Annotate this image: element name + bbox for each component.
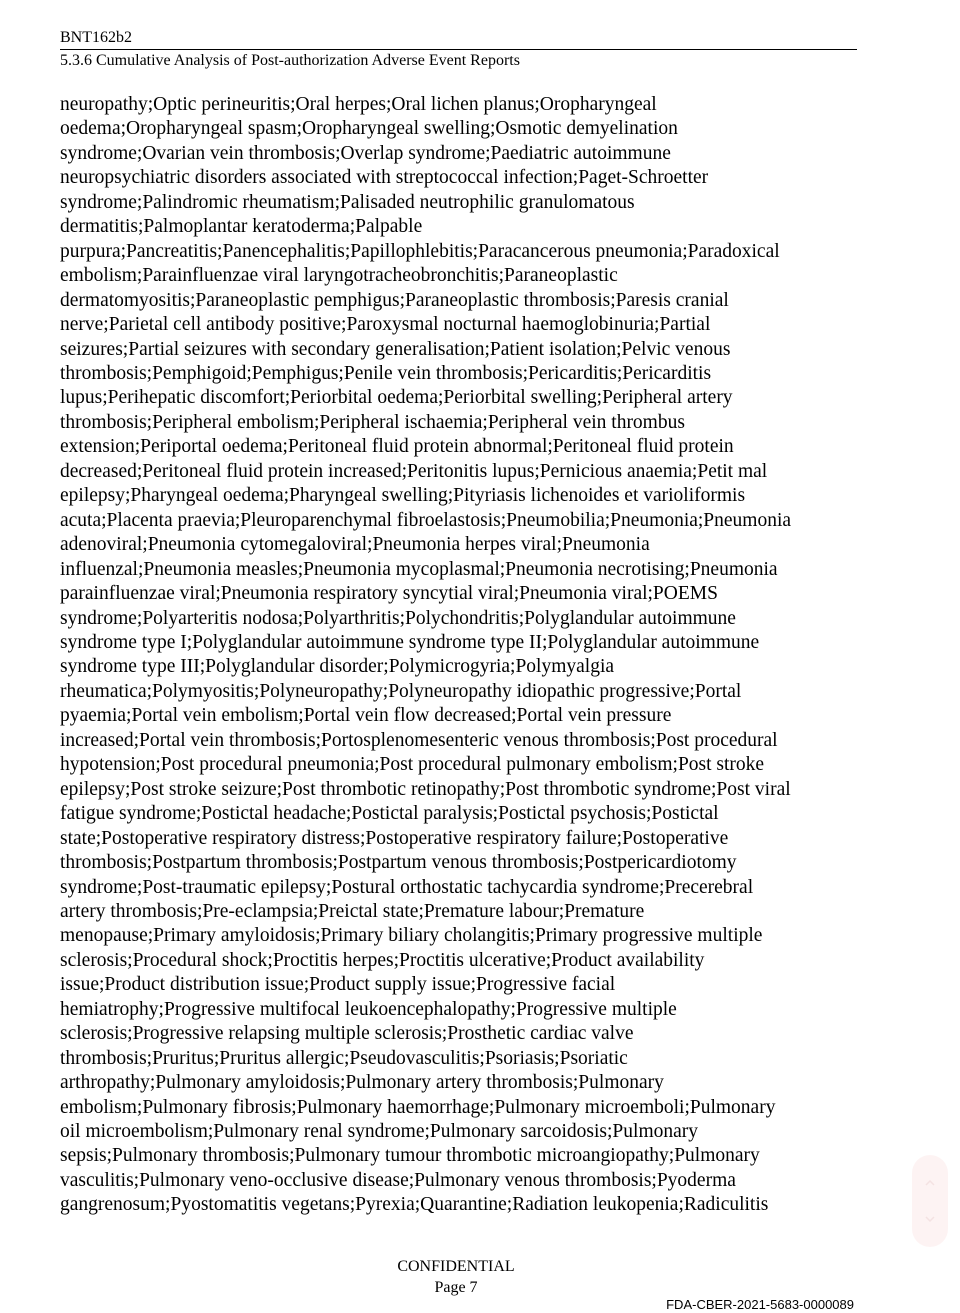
body-text-line: dermatomyositis;Paraneoplastic pemphigus;Paraneoplastic thrombosis;Paresis cranial — [60, 289, 729, 311]
document-product-name: BNT162b2 — [60, 29, 132, 46]
body-text-line: arthropathy;Pulmonary amyloidosis;Pulmonary artery thrombosis;Pulmonary — [60, 1072, 664, 1094]
body-text-line: embolism;Pulmonary fibrosis;Pulmonary haemorrhage;Pulmonary microemboli;Pulmonary — [60, 1096, 776, 1118]
body-text-line: thrombosis;Postpartum thrombosis;Postpartum venous thrombosis;Postpericardiotomy — [60, 852, 737, 874]
body-text-line: syndrome type I;Polyglandular autoimmune syndrome type II;Polyglandular autoimmune — [60, 631, 760, 653]
chevron-up-icon[interactable] — [924, 1177, 936, 1189]
body-text-line: decreased;Peritoneal fluid protein increased;Peritonitis lupus;Pernicious anaemia;Petit mal — [60, 460, 768, 482]
body-text-line: issue;Product distribution issue;Product supply issue;Progressive facial — [60, 974, 616, 996]
body-text-line: thrombosis;Peripheral embolism;Peripheral ischaemia;Peripheral vein thrombus — [60, 411, 685, 433]
body-text-line: extension;Periportal oedema;Peritoneal fluid protein abnormal;Peritoneal fluid protein — [60, 436, 734, 458]
body-text-line: hemiatrophy;Progressive multifocal leukoencephalopathy;Progressive multiple — [60, 998, 677, 1020]
body-text-line: epilepsy;Pharyngeal oedema;Pharyngeal swelling;Pityriasis lichenoides et varioliformis — [60, 485, 746, 507]
body-text-line: menopause;Primary amyloidosis;Primary biliary cholangitis;Primary progressive multiple — [60, 925, 763, 947]
body-text-line: acuta;Placenta praevia;Pleuroparenchymal fibroelastosis;Pneumobilia;Pneumonia;Pneumonia — [60, 509, 792, 531]
body-text-line: sepsis;Pulmonary thrombosis;Pulmonary tumour thrombotic microangiopathy;Pulmonary — [60, 1145, 760, 1167]
document-body — [60, 93, 860, 1218]
document-section-title: 5.3.6 Cumulative Analysis of Post-authorization Adverse Event Reports — [60, 52, 520, 69]
header-divider — [60, 49, 857, 50]
body-text-line: fatigue syndrome;Postictal headache;Postictal paralysis;Postictal psychosis;Postictal — [60, 803, 719, 825]
body-text-line: epilepsy;Post stroke seizure;Post thrombotic retinopathy;Post thrombotic syndrome;Post viral — [60, 778, 791, 800]
body-text-line: seizures;Partial seizures with secondary generalisation;Patient isolation;Pelvic venous — [60, 338, 731, 360]
body-text-line: neuropathy;Optic perineuritis;Oral herpes;Oral lichen planus;Oropharyngeal — [60, 94, 657, 115]
body-text-line: influenzal;Pneumonia measles;Pneumonia mycoplasmal;Pneumonia necrotising;Pneumonia — [60, 558, 778, 580]
document-id: FDA-CBER-2021-5683-0000089 — [666, 1297, 854, 1312]
body-text-line: thrombosis;Pemphigoid;Pemphigus;Penile vein thrombosis;Pericarditis;Pericarditis — [60, 362, 712, 384]
body-text-line: sclerosis;Progressive relapsing multiple sclerosis;Prosthetic cardiac valve — [60, 1023, 634, 1045]
page-number: Page 7 — [434, 1279, 478, 1296]
body-text-line: purpura;Pancreatitis;Panencephalitis;Papillophlebitis;Paracancerous pneumonia;Paradoxical — [60, 240, 780, 262]
body-text-line: sclerosis;Procedural shock;Proctitis herpes;Proctitis ulcerative;Product availability — [60, 949, 705, 971]
body-text-line: state;Postoperative respiratory distress;Postoperative respiratory failure;Postoperative — [60, 827, 729, 849]
body-text-line: syndrome;Polyarteritis nodosa;Polyarthritis;Polychondritis;Polyglandular autoimmune — [60, 607, 736, 629]
body-text-line: dermatitis;Palmoplantar keratoderma;Palpable — [60, 216, 423, 238]
body-text-line: embolism;Parainfluenzae viral laryngotracheobronchitis;Paraneoplastic — [60, 265, 618, 287]
body-text-line: vasculitis;Pulmonary veno-occlusive disease;Pulmonary venous thrombosis;Pyoderma — [60, 1169, 736, 1191]
body-text-line: thrombosis;Pruritus;Pruritus allergic;Pseudovasculitis;Psoriasis;Psoriatic — [60, 1047, 628, 1069]
page-scroll-widget[interactable] — [912, 1155, 948, 1247]
body-text-line: adenoviral;Pneumonia cytomegaloviral;Pneumonia herpes viral;Pneumonia — [60, 534, 650, 556]
body-text-line: oil microembolism;Pulmonary renal syndrome;Pulmonary sarcoidosis;Pulmonary — [60, 1121, 699, 1143]
chevron-down-icon[interactable] — [924, 1213, 936, 1225]
body-text-line: syndrome;Palindromic rheumatism;Palisaded neutrophilic granulomatous — [60, 191, 635, 213]
body-text-line: nerve;Parietal cell antibody positive;Paroxysmal nocturnal haemoglobinuria;Partial — [60, 314, 711, 336]
body-text-line: pyaemia;Portal vein embolism;Portal vein flow decreased;Portal vein pressure — [60, 705, 672, 727]
body-text-line: lupus;Perihepatic discomfort;Periorbital oedema;Periorbital swelling;Peripheral artery — [60, 387, 733, 409]
body-text-line: syndrome;Ovarian vein thrombosis;Overlap syndrome;Paediatric autoimmune — [60, 142, 671, 164]
body-text-line: syndrome type III;Polyglandular disorder;Polymicrogyria;Polymyalgia — [60, 656, 615, 678]
body-text-line: oedema;Oropharyngeal spasm;Oropharyngeal swelling;Osmotic demyelination — [60, 118, 678, 140]
body-text-line: neuropsychiatric disorders associated with streptococcal infection;Paget-Schroetter — [60, 167, 709, 189]
body-text-line: rheumatica;Polymyositis;Polyneuropathy;Polyneuropathy idiopathic progressive;Portal — [60, 680, 742, 702]
body-text-line: hypotension;Post procedural pneumonia;Post procedural pulmonary embolism;Post stroke — [60, 754, 765, 776]
body-text-line: increased;Portal vein thrombosis;Portosplenomesenteric venous thrombosis;Post procedural — [60, 729, 778, 751]
confidential-label: CONFIDENTIAL — [397, 1258, 515, 1275]
body-text-line: syndrome;Post-traumatic epilepsy;Postural orthostatic tachycardia syndrome;Precerebral — [60, 876, 754, 898]
body-text-line: parainfluenzae viral;Pneumonia respiratory syncytial viral;Pneumonia viral;POEMS — [60, 583, 718, 605]
body-text-line: gangrenosum;Pyostomatitis vegetans;Pyrexia;Quarantine;Radiation leukopenia;Radiculitis — [60, 1194, 769, 1216]
body-text-line: artery thrombosis;Pre-eclampsia;Preictal state;Premature labour;Premature — [60, 900, 645, 922]
